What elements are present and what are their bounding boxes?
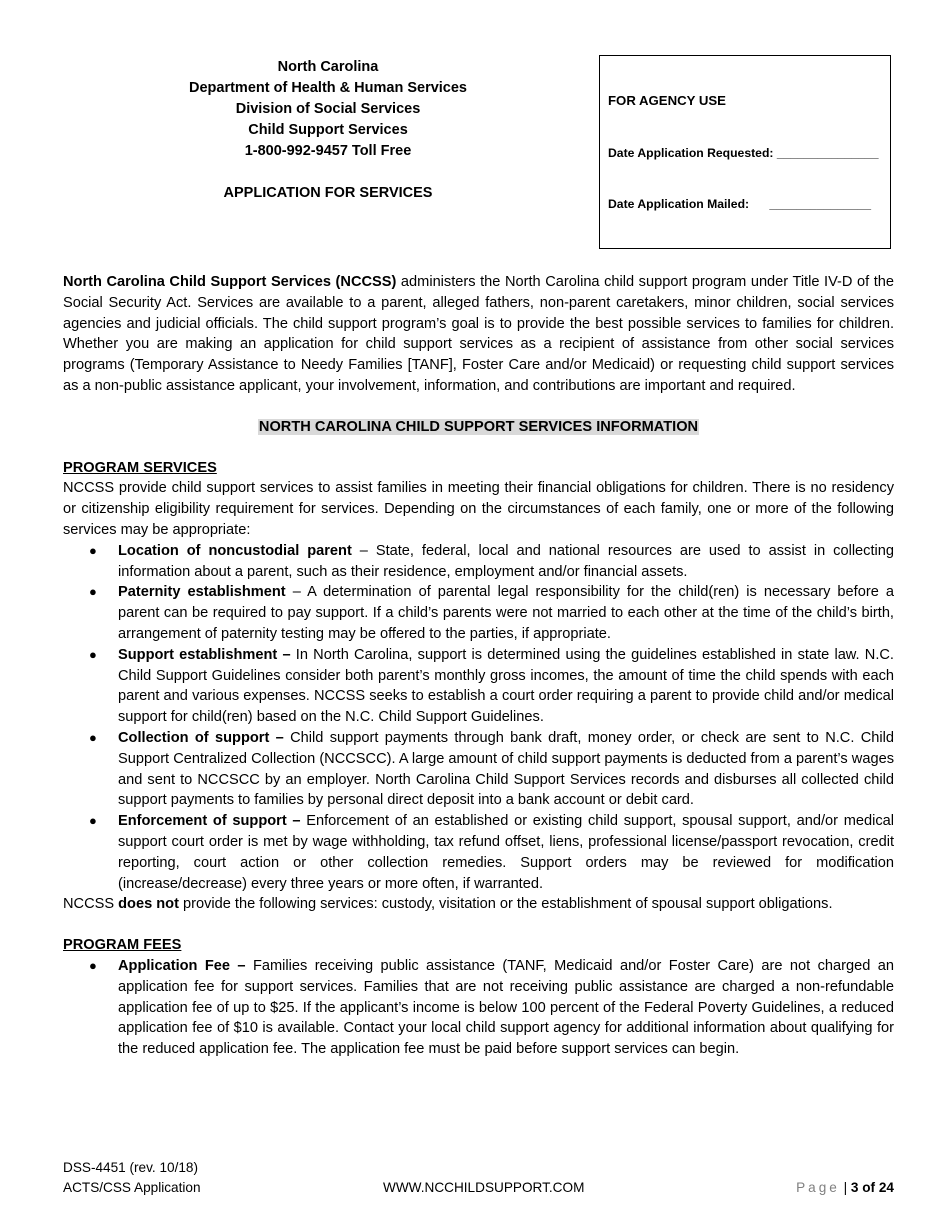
footer-app-name: ACTS/CSS Application (63, 1179, 201, 1195)
page-number: 3 of 24 (850, 1179, 894, 1195)
document-header (160, 57, 496, 204)
bullet-icon: ● (89, 584, 97, 600)
intro-text: administers the North Carolina child support program under Title IV-D of the Social Security Act. Services are available to a parent, alleged fathers, non-parent caretakers, minor children, social services agencies and judicial officials. The child support program’s goal is to provide the best possible services to families for children. Whether you are making an application for child support services as a recipient of assistance from other social services programs (Temporary Assistance to Needy Families [TANF], Foster Care and/or Medicaid) or requesting child support services as a non-public assistance applicant, your involvement, information, and contributions are important and required. (63, 274, 894, 394)
bullet-icon: ● (89, 813, 97, 829)
section-title-text: NORTH CAROLINA CHILD SUPPORT SERVICES INFORMATION (258, 418, 699, 435)
agency-field-date-mailed: Date Application Mailed: _______________ (608, 197, 872, 212)
list-item-text: In North Carolina, support is determined using the guidelines established in state law. N.C. Child Support Guidelines consider both parent’s monthly gross incomes, the amount of time the child spends with each parent and various expenses. NCCSS seeks to establish a court order requiring a parent to provide child and/or medical support for child(ren) based on the N.C. Child Support Guidelines. (118, 646, 894, 726)
list-item (63, 582, 894, 644)
footer-form-number: DSS-4451 (rev. 10/18) (63, 1160, 198, 1175)
agency-box-title: FOR AGENCY USE (608, 93, 726, 109)
program-services-intro: NCCSS provide child support services to assist families in meeting their financial obligations for children. There is no residency or citizenship eligibility requirement for services. Depending on the circumstances of each family, one or more of the following services may be appropriate: (63, 480, 894, 538)
list-item-text: – State, federal, local and national resources are used to assist in collecting information about a parent, such as their residence, employment and/or financial assets. (118, 542, 894, 580)
bullet-icon: ● (89, 729, 97, 745)
agency-use-box (599, 55, 891, 249)
bullet-icon: ● (89, 957, 97, 973)
page-label: Page (796, 1179, 840, 1195)
list-item (63, 811, 894, 894)
intro-lead: North Carolina Child Support Services (NCCSS) (63, 274, 397, 290)
list-item-term: Paternity establishment (118, 584, 286, 601)
list-item-term: Collection of support – (118, 729, 284, 746)
header-division: Division of Social Services (235, 101, 421, 117)
page-title: APPLICATION FOR SERVICES (223, 185, 433, 201)
not-provided-text: provide the following services: custody, visitation or the establishment of spousal support obligations. (178, 896, 833, 913)
list-item-text: Child support payments through bank draft, money order, or check are sent to N.C. Child Support Centralized Collection (NCCSCC). A large amount of child support payments is deducted from a parent’s wages and sent to NCCSCC by an employer. North Carolina Child Support Services records and disburses all collected child support payments to families by personal direct deposit into a bank account or debit card. (118, 729, 894, 809)
header-phone: 1-800-992-9457 Toll Free (244, 143, 412, 159)
document-body (63, 272, 894, 1060)
program-fees-list (63, 956, 894, 1060)
program-services-list (63, 541, 894, 895)
list-item (63, 956, 894, 1060)
bullet-icon: ● (89, 542, 97, 558)
footer-page-indicator (796, 1178, 894, 1198)
services-not-provided (63, 894, 894, 915)
not-provided-prefix: NCCSS (63, 896, 119, 913)
list-item (63, 645, 894, 728)
program-fees-heading: PROGRAM FEES (63, 937, 182, 954)
agency-field-date-received (608, 248, 890, 249)
list-item (63, 728, 894, 811)
agency-field-date-requested: Date Application Requested: _______________ (608, 145, 879, 160)
section-title (63, 417, 894, 438)
page-separator: | (839, 1179, 851, 1195)
header-program: Child Support Services (248, 122, 408, 138)
not-provided-emphasis: does not (118, 896, 179, 913)
list-item-text: Enforcement of an established or existing child support, spousal support, and/or medical support court order is met by wage withholding, tax refund offset, liens, professional license/passport revocation, credit reporting, court action or other collection remedies. Support orders may be reviewed for modification (increase/decrease) every three years or more often, if warranted. (118, 813, 894, 892)
page-footer (63, 1158, 894, 1197)
list-item-term: Enforcement of support – (118, 813, 301, 830)
list-item (63, 541, 894, 583)
program-services-heading: PROGRAM SERVICES (63, 459, 217, 476)
header-department: Department of Health & Human Services (189, 80, 467, 96)
bullet-icon: ● (89, 646, 97, 662)
footer-website: WWW.NCCHILDSUPPORT.COM (383, 1179, 585, 1195)
list-item-term: Application Fee – (118, 957, 246, 974)
list-item-text: Families receiving public assistance (TANF, Medicaid and/or Foster Care) are not charged an application fee for support services. Families that are not receiving public assistance are charged a non-refundable application fee of up to $25. If the applicant’s income is below 100 percent of the Federal Poverty Guidelines, a reduced application fee of $10 is available. Contact your local child support agency for additional information about qualifying for the reduced application fee. The application fee must be paid before support services can begin. (118, 957, 894, 1058)
intro-paragraph (63, 272, 894, 397)
list-item-term: Support establishment – (118, 646, 291, 663)
list-item-term: Location of noncustodial parent (118, 542, 352, 559)
list-item-text: – A determination of parental legal responsibility for the child(ren) is necessary before a parent can be required to pay support. If a child’s parents were not married to each other at the time of the child’s birth, arrangement of paternity testing may be offered to the parties, if appropriate. (118, 584, 894, 642)
header-state: North Carolina (277, 59, 379, 75)
